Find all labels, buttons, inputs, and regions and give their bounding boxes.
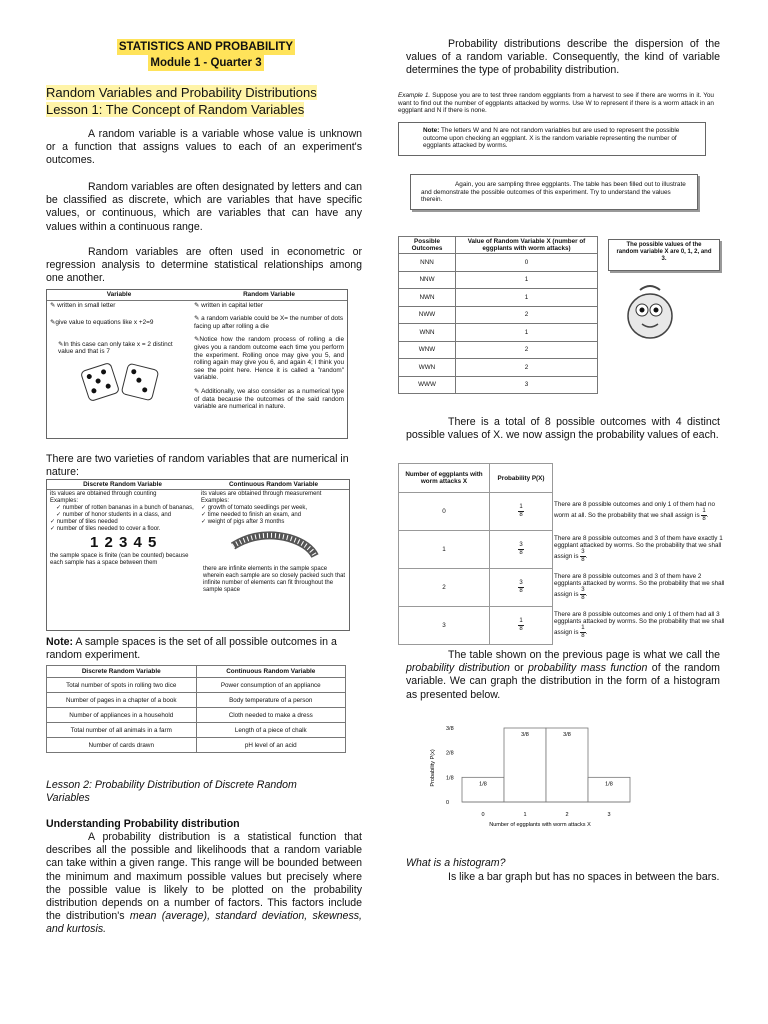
y-tick-label: 1/8 [446, 775, 454, 782]
histogram-bar [546, 728, 588, 802]
continuous-line: Examples: [201, 498, 230, 504]
histogram-chart [420, 712, 640, 832]
example-1: Example 1. Suppose you are to test three random eggplants from a harvest to see if there are worms in it. You want to find out the number of eggplants attacked by worms. Use W to represent if there is a worm attack in an eggplant and N if there is none. [398, 92, 714, 115]
x-tick-label: 2 [565, 812, 569, 818]
lesson1-heading [46, 84, 366, 118]
discrete-numbers: 1 2 3 4 5 [90, 534, 158, 551]
prob-head-x: Number of eggplants with worm attacks X [399, 464, 490, 493]
table-row: Total number of spots in rolling two dice Power consumption of an appliance [47, 678, 346, 693]
discrete-line: ✓ number of tiles needed [50, 519, 118, 525]
table-row: 0 $\frac{1}{8}$ There are 8 possible outcomes and only 1 of them had no worm at all. So the probability that we shall assign is $\frac{1}{8}$ . [399, 493, 728, 531]
outcomes-head-1: Possible Outcomes [399, 237, 456, 254]
table-row: NNW 1 [399, 271, 598, 289]
lesson2-body: A probability distribution is a statistical function that describes all the possible and likelihoods that a random variable can take within a given range. This range will be bounded between the minimum and maximum possible values but precisely where the possible value is likely to be plotted on the probability distribution depends on a number of factors. This factors include the distribution's mean (average), standard deviation, skewness, and kurtosis. [46, 831, 362, 936]
bar-data-label: 3/8 [563, 732, 571, 738]
title-sub: Module 1 - Quarter 3 [150, 57, 262, 69]
y-tick-label: 0 [446, 800, 450, 806]
x-tick-label: 0 [481, 812, 485, 818]
table-row: Number of cards drawn pH level of an acid [47, 738, 346, 753]
table-row: 2 $\frac{3}{8}$ There are 8 possible outcomes and 3 of them have 2 eggplants attacked by worms. So the probability that we shall assign is $\frac{3}{8}$ . [399, 569, 728, 607]
table-row: NWW 2 [399, 306, 598, 324]
document-title [96, 39, 316, 71]
lesson2-title: Lesson 2: Probability Distribution of Discrete Random Variables [46, 779, 297, 805]
table-row: 3 $\frac{1}{8}$ There are 8 possible outcomes and only 1 of them had all 3 eggplants attacked by worms. So the probability that we shall assign is $\frac{1}{8}$ . [399, 607, 728, 645]
discrete-line: ✓ number of rotten bananas in a bunch of bananas, [56, 505, 194, 511]
variable-col-head: Variable [47, 290, 191, 300]
variable-item: ✎In this case can only take x = 2 distinct value and that is 7 [58, 340, 173, 356]
table-row: WWN 2 [399, 359, 598, 377]
y-tick-label: 2/8 [446, 750, 454, 757]
varieties-intro: There are two varieties of random variables that are numerical in nature: [46, 453, 349, 479]
discrete-line: ✓ number of honor students in a class, and [56, 512, 172, 518]
table-row: NNN 0 [399, 254, 598, 272]
x-tick-label: 1 [523, 812, 527, 818]
bar-data-label: 1/8 [479, 781, 487, 788]
continuous-head: Continuous Random Variable [198, 480, 349, 490]
random-variable-item: ✎ written in capital letter [194, 301, 263, 309]
table-row: 1 $\frac{3}{8}$ There are 8 possible outcomes and 3 of them have exactly 1 eggplant attacked by worms. So the probability that we shall assign is $\frac{3}{8}$ . [399, 531, 728, 569]
discrete-line: Examples: [50, 498, 79, 504]
note-box: Note: The letters W and N are not random variables but are used to represent the possible outcome upon checking an eggplant. X is the random variable representing the number of eggplants attacked by worms. [398, 122, 706, 156]
examples-head-discrete: Discrete Random Variable [47, 666, 197, 678]
prob-head-p: Probability P(X) [490, 464, 553, 493]
variable-table [46, 289, 348, 439]
paragraph-1: A random variable is a variable whose value is unknown or a function that assigns values to each of an experiment's outcomes. [46, 128, 362, 167]
lesson1-line1: Random Variables and Probability Distributions [46, 85, 317, 100]
table-row: NWN 1 [399, 289, 598, 307]
table-explanation: The table shown on the previous page is what we call the probability distribution or probability mass function of the random variable. We can graph the distribution in the form of a histogram as presented below. [406, 649, 721, 701]
eggplant-worm-image [612, 280, 688, 340]
note-sample-space: Note: A sample spaces is the set of all possible outcomes in a random experiment. [46, 636, 337, 662]
callout-box: The possible values of the random variable X are 0, 1, 2, and 3. [608, 239, 720, 271]
lesson2-subhead: Understanding Probability distribution [46, 818, 240, 830]
continuous-line: its values are obtained through measurement [201, 491, 322, 497]
discrete-tail: the sample space is finite (can be counted) because each sample has a space between them [50, 553, 189, 566]
continuous-line: ✓ time needed to finish an exam, and [201, 512, 302, 518]
table-row: WNN 1 [399, 324, 598, 342]
title-main: STATISTICS AND PROBABILITY [118, 41, 294, 53]
examples-head-continuous: Continuous Random Variable [196, 666, 346, 678]
continuous-tail: there are infinite elements in the sample space wherein each sample are so closely packed such that infinite number of elements can fit throughout the sample space [203, 566, 346, 593]
outcomes-table [398, 236, 598, 394]
random-variable-item: ✎Notice how the random process of rolling a die gives you a random outcome each time you perform the experiment. Rolling once may give you 5, and rolling again may give you 6, and again 4; I think you see the point here. Hence it is called a "random" variable. [194, 336, 344, 382]
y-axis-label: Probability P(x) [430, 749, 436, 787]
bar-data-label: 3/8 [521, 732, 529, 738]
right-intro: Probability distributions describe the dispersion of the values of a random variable. Consequently, the kind of variable determines the type of probability distribution. [406, 38, 720, 77]
discrete-line: its values are obtained through counting [50, 491, 157, 497]
histogram-bar [504, 728, 546, 802]
examples-table [46, 665, 346, 753]
y-tick-label: 3/8 [446, 726, 454, 732]
paragraph-2: Random variables are often designated by letters and can be classified as discrete, which are variables that have specific values, or continuous, which are variables that can have any values within a continuous range. [46, 181, 362, 233]
lesson1-line2: Lesson 1: The Concept of Random Variables [46, 102, 305, 117]
dice-image [50, 366, 188, 401]
random-variable-item: ✎ Additionally, we also consider as a numerical type of data because the outcomes of the said random variable are numerical in nature. [194, 387, 345, 411]
random-variable-item: ✎ a random variable could be X= the number of dots facing up after rolling a die [194, 315, 344, 330]
variable-item: ✎give value to equations like x +2=9 [50, 319, 154, 327]
probability-table [398, 463, 728, 645]
continuous-line: ✓ growth of tomato seedlings per week, [201, 505, 308, 511]
table-row: Number of appliances in a household Cloth needed to make a dress [47, 708, 346, 723]
variable-item: ✎ written in small letter [50, 301, 116, 309]
total-text: There is a total of 8 possible outcomes with 4 distinct possible values of X. we now assign the probability values of each. [406, 416, 720, 442]
bar-data-label: 1/8 [605, 781, 613, 788]
discrete-line: ✓ number of tiles needed to cover a floor. [50, 526, 161, 532]
table-row: WWW 3 [399, 376, 598, 394]
outcomes-head-2: Value of Random Variable X (number of eggplants with worm attacks) [456, 237, 598, 254]
paragraph-3: Random variables are often used in econometric or regression analysis to determine statistical relationships among one another. [46, 246, 362, 285]
random-variable-col-head: Random Variable [191, 290, 347, 300]
x-axis-label: Number of eggplants with worm attacks X [489, 822, 591, 828]
x-tick-label: 3 [607, 812, 611, 818]
table-row: Total number of all animals in a farm Length of a piece of chalk [47, 723, 346, 738]
histogram-answer: Is like a bar graph but has no spaces in between the bars. [448, 871, 720, 883]
continuous-line: ✓ weight of pigs after 3 months [201, 519, 285, 525]
histogram-question: What is a histogram? [406, 857, 506, 869]
again-box: Again, you are sampling three eggplants. The table has been filled out to illustrate and demonstrate the possible outcomes of this experiment. Try to understand the values therein. [410, 174, 698, 210]
table-row: WNW 2 [399, 341, 598, 359]
measuring-tape-image [201, 526, 346, 566]
varieties-table [46, 479, 350, 631]
discrete-head: Discrete Random Variable [47, 480, 198, 490]
table-row: Number of pages in a chapter of a book Body temperature of a person [47, 693, 346, 708]
